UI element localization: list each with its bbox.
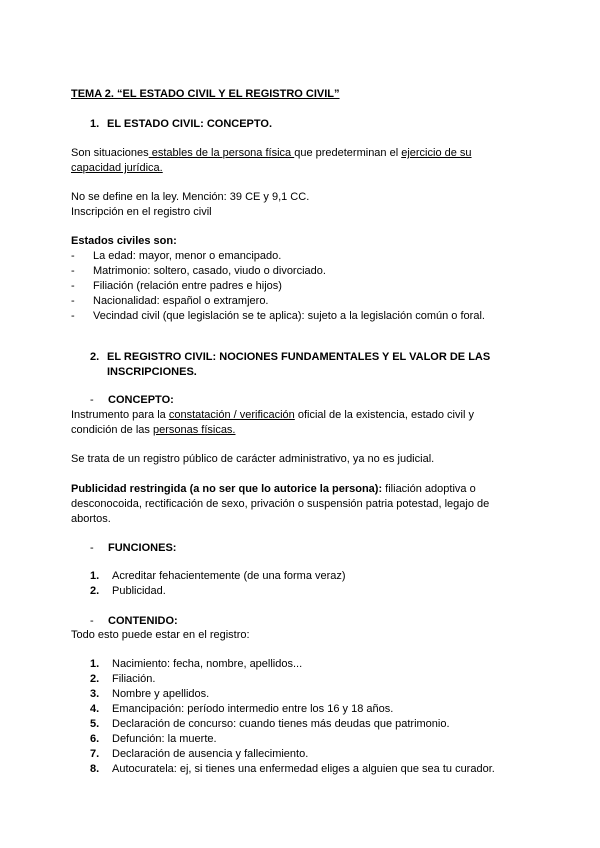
funciones-list: [90, 569, 550, 599]
list-item: 2. Filiación.: [90, 673, 156, 685]
contenido-intro: Todo esto puede estar en el registro:: [71, 629, 250, 641]
contenido-heading: - CONTENIDO:: [90, 615, 178, 627]
list-item: 7. Declaración de ausencia y fallecimiento.: [90, 748, 309, 760]
registro-text: Se trata de un registro público de carácter administrativo, ya no es judicial.: [71, 453, 435, 465]
concepto-text: Instrumento para la constatación / verificación oficial de la existencia, estado civil y condición de las personas físicas.: [71, 409, 474, 436]
section-1-heading: [90, 117, 550, 132]
section-2-number: 2.: [90, 351, 100, 363]
list-item: - Filiación (relación entre padres e hijos): [71, 280, 282, 292]
definition-underline-b: ejercicio de su: [401, 147, 472, 159]
list-item: 1. Acreditar fehacientemente (de una forma veraz): [90, 570, 346, 582]
definition-text-a: Son situaciones: [71, 147, 149, 159]
list-item: - La edad: mayor, menor o emancipado.: [71, 250, 282, 262]
definition-underline-a: estables de la persona física: [148, 147, 295, 159]
publicidad-text: Publicidad restringida (a no ser que lo autorice la persona): filiación adoptiva o desconocoida, rectificación de sexo, privación o suspensión patria potestad, legajo de abortos.: [71, 483, 490, 525]
list-item: 5. Declaración de concurso: cuando tienes más deudas que patrimonio.: [90, 718, 450, 730]
definition-underline-c: capacidad jurídica.: [71, 162, 163, 174]
note-inscripcion: Inscripción en el registro civil: [71, 206, 212, 218]
list-item: 4. Emancipación: período intermedio entre los 16 y 18 años.: [90, 703, 394, 715]
definition-text-b: que predeterminan el: [294, 147, 402, 159]
list-item: - Vecindad civil (que legislación se te aplica): sujeto a la legislación común o foral.: [71, 310, 485, 322]
section-2-title-line1: EL REGISTRO CIVIL: NOCIONES FUNDAMENTALES Y EL VALOR DE LAS: [107, 351, 491, 363]
list-item: 3. Nombre y apellidos.: [90, 688, 210, 700]
document-title: TEMA 2. “EL ESTADO CIVIL Y EL REGISTRO CIVIL”: [71, 88, 340, 100]
concepto-heading: - CONCEPTO:: [90, 394, 174, 406]
funciones-heading: - FUNCIONES:: [90, 542, 177, 554]
section-2-title-line2: INSCRIPCIONES.: [107, 366, 197, 378]
section-2-heading: [90, 350, 530, 380]
contenido-list: [90, 657, 530, 777]
list-item: 2. Publicidad.: [90, 585, 166, 597]
estados-list: [71, 249, 541, 324]
list-item: 8. Autocuratela: ej, si tienes una enfermedad eliges a alguien que sea tu curador.: [90, 763, 495, 775]
list-item: 1. Nacimiento: fecha, nombre, apellidos...: [90, 658, 303, 670]
list-item: - Nacionalidad: español o extramjero.: [71, 295, 269, 307]
section-1-notes: [71, 190, 531, 220]
list-item: 6. Defunción: la muerte.: [90, 733, 217, 745]
section-1-definition: [71, 146, 531, 176]
estados-heading: Estados civiles son:: [71, 235, 177, 247]
section-1-title: EL ESTADO CIVIL: CONCEPTO.: [107, 118, 273, 130]
list-item: - Matrimonio: soltero, casado, viudo o divorciado.: [71, 265, 326, 277]
section-1-number: 1.: [90, 118, 100, 130]
note-ley: No se define en la ley. Mención: 39 CE y 9,1 CC.: [71, 191, 310, 203]
